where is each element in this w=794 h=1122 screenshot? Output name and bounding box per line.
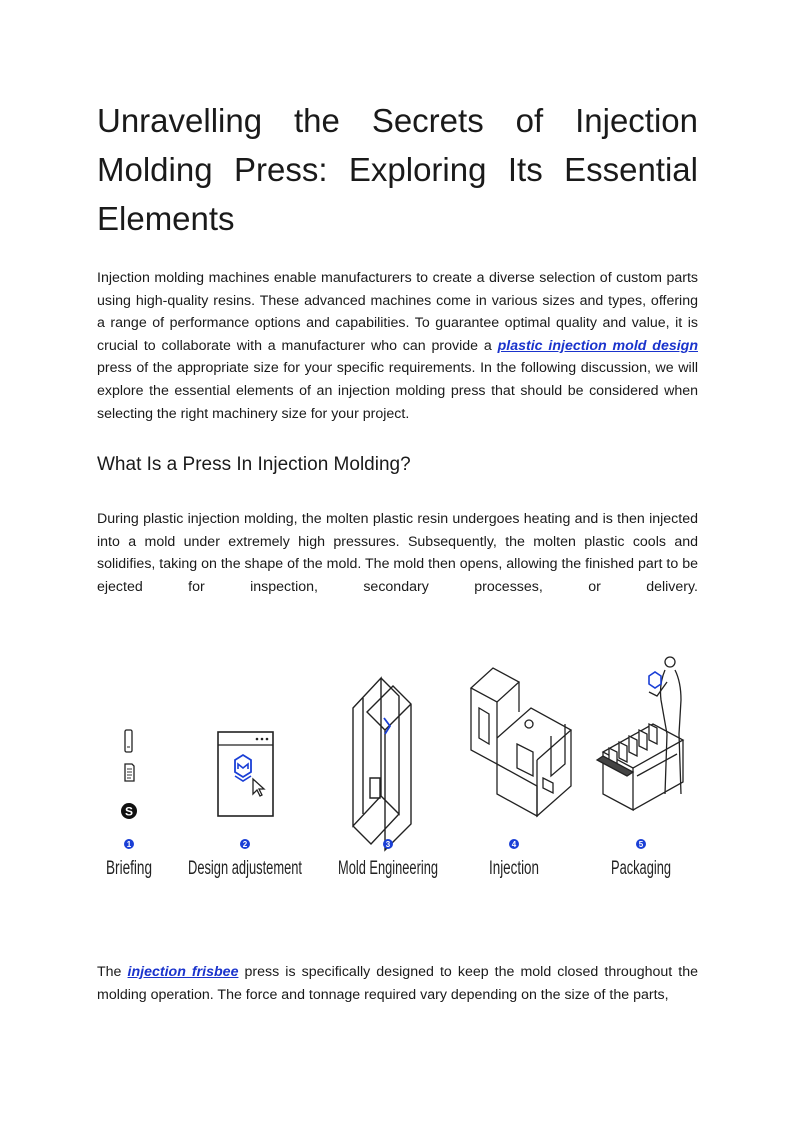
phone-icon	[125, 730, 132, 752]
step-number: 2	[242, 840, 248, 849]
plastic-injection-mold-design-link[interactable]: plastic injection mold design	[497, 337, 698, 354]
section-heading: What Is a Press In Injection Molding?	[97, 454, 411, 475]
step-number: 5	[638, 840, 644, 849]
svg-text:S: S	[124, 804, 134, 819]
step-label: Mold Engineering	[338, 858, 438, 879]
step-number: 3	[385, 840, 391, 849]
step-number: 4	[511, 840, 517, 849]
step-number: 1	[126, 840, 132, 849]
section-paragraph: During plastic injection molding, the molten plastic resin undergoes heating and is then injected into a mold under extremely high pressures. Subsequently, the molten plastic cools and solidifies, taking on the shape of the mold. The mold then opens, allowing the finished part to be ejected for inspection, secondary processes, or delivery.	[97, 511, 698, 595]
injection-machine-icon	[471, 668, 571, 816]
process-diagram	[97, 648, 698, 888]
intro-text-before-link: Injection molding machines enable manufacturers to create a diverse selection of custom parts using high-quality resins. These advanced machines come in various sizes and types, offering a range of performance options and capabilities. To guarantee optimal quality and value, it is crucial to collaborate with a manufacturer who can provide a	[97, 270, 698, 354]
design-window-icon	[218, 732, 273, 816]
closing-text-after-link: press is specifically designed to keep the mold closed throughout the molding operation. The force and tonnage required vary depending on the size of the parts,	[97, 964, 699, 1003]
cube-logo-icon	[235, 755, 251, 781]
step-label: Briefing	[106, 858, 152, 879]
step-2	[188, 839, 302, 879]
step-label: Design adjustement	[188, 858, 303, 879]
step-4	[489, 839, 539, 879]
step-5	[611, 839, 671, 879]
injection-frisbee-link[interactable]: injection frisbee	[127, 964, 239, 980]
closing-paragraph	[97, 961, 698, 1006]
skype-icon	[121, 803, 137, 819]
step-label: Injection	[489, 858, 539, 879]
intro-text-after-link: press of the appropriate size for your specific requirements. In the following discussion, we will explore the essential elements of an injection molding press that should be considered when selecting the right machinery size for your project.	[97, 360, 698, 422]
intro-paragraph	[97, 267, 698, 425]
step-label: Packaging	[611, 858, 671, 879]
packaging-icon	[597, 657, 683, 810]
step-1	[106, 839, 152, 879]
process-figure	[97, 648, 698, 888]
mold-icon	[353, 678, 411, 850]
document-icon	[125, 764, 134, 781]
briefing-icons	[121, 730, 137, 819]
page-title: Unravelling the Secrets of Injection Molding Press: Exploring Its Essential Elements	[97, 102, 698, 237]
closing-text-before-link: The	[97, 964, 128, 980]
cursor-icon	[253, 779, 264, 796]
held-box-icon	[649, 672, 661, 688]
step-3	[338, 839, 438, 879]
